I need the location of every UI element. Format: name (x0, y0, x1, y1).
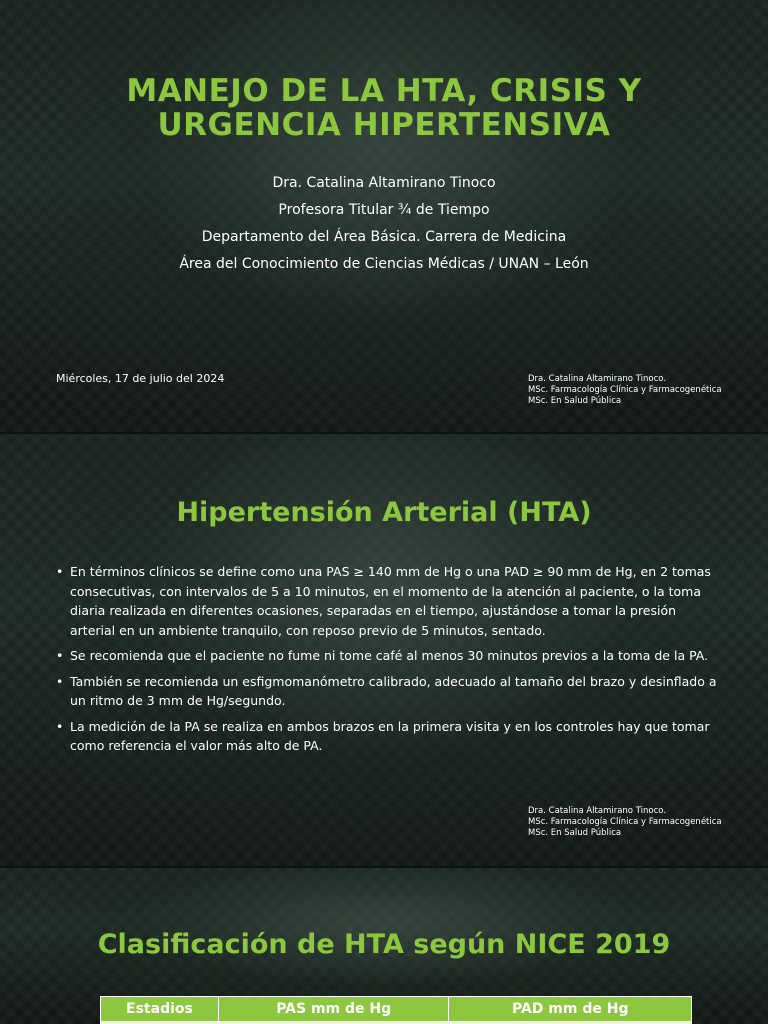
author-position: Profesora Titular ¾ de Tiempo (278, 202, 490, 218)
credit-line-2: MSc. Farmacología Clínica y Farmacogenética (528, 817, 722, 827)
credit-line-2: MSc. Farmacología Clínica y Farmacogenética (528, 385, 722, 395)
hta-definition-slide (0, 434, 768, 866)
author-department: Departamento del Área Básica. Carrera de Medicina (201, 229, 567, 245)
footer-credit (528, 374, 722, 407)
bullet-icon: • (56, 673, 64, 689)
classification-table (100, 996, 692, 1024)
credit-line-1: Dra. Catalina Altamirano Tinoco. (528, 374, 667, 384)
bullet-icon: • (56, 718, 64, 734)
bullet-text: La medición de la PA se realiza en ambos brazos en la primera visita y en los controles hay que tomar como referencia el valor más alto de PA. (70, 718, 710, 753)
presentation-date: Miércoles, 17 de julio del 2024 (56, 372, 225, 385)
slide-title: Clasificación de HTA según NICE 2019 (97, 929, 671, 960)
credit-line-3: MSc. En Salud Pública (528, 396, 622, 406)
column-header-stage: Estadios (101, 997, 219, 1022)
list-item (56, 717, 720, 756)
bullet-icon: • (56, 648, 64, 663)
author-area: Área del Conocimiento de Ciencias Médicas / UNAN – León (179, 256, 589, 272)
bullet-text: Se recomienda que el paciente no fume ni tome café al menos 30 minutos previos a la toma de la PA. (70, 648, 709, 663)
bullet-list (56, 562, 720, 762)
title-line-1: MANEJO DE LA HTA, CRISIS Y (126, 73, 642, 109)
bullet-icon: • (56, 564, 64, 579)
title-line-2: URGENCIA HIPERTENSIVA (157, 107, 611, 143)
list-item (56, 562, 720, 640)
credit-line-1: Dra. Catalina Altamirano Tinoco. (528, 806, 667, 816)
slide-title: Hipertensión Arterial (HTA) (176, 497, 592, 528)
column-header-sbp: PAS mm de Hg (218, 997, 449, 1022)
title-slide (0, 0, 768, 432)
list-item (56, 672, 720, 711)
nice-classification-slide (0, 868, 768, 1024)
presentation-title (0, 74, 768, 142)
bullet-text: En términos clínicos se define como una PAS ≥ 140 mm de Hg o una PAD ≥ 90 mm de Hg, en 2 tomas consecutivas, con intervalos de 5 a 10 minutos, en el momento de la atención al paciente, o la toma diaria realizada en diferentes ocasiones, separadas en el tiempo, ajustándose a tomar la presión arterial en un ambiente tranquilo, con reposo previo de 5 minutos, sentado. (70, 564, 711, 638)
author-name: Dra. Catalina Altamirano Tinoco (272, 175, 496, 191)
list-item (56, 646, 720, 666)
footer-credit (528, 806, 722, 839)
table-header-row (101, 997, 692, 1022)
author-info (0, 170, 768, 278)
credit-line-3: MSc. En Salud Pública (528, 828, 622, 838)
bullet-text: También se recomienda un esfigmomanómetro calibrado, adecuado al tamaño del brazo y desinflado a un ritmo de 3 mm de Hg/segundo. (70, 673, 717, 708)
column-header-dbp: PAD mm de Hg (449, 997, 692, 1022)
